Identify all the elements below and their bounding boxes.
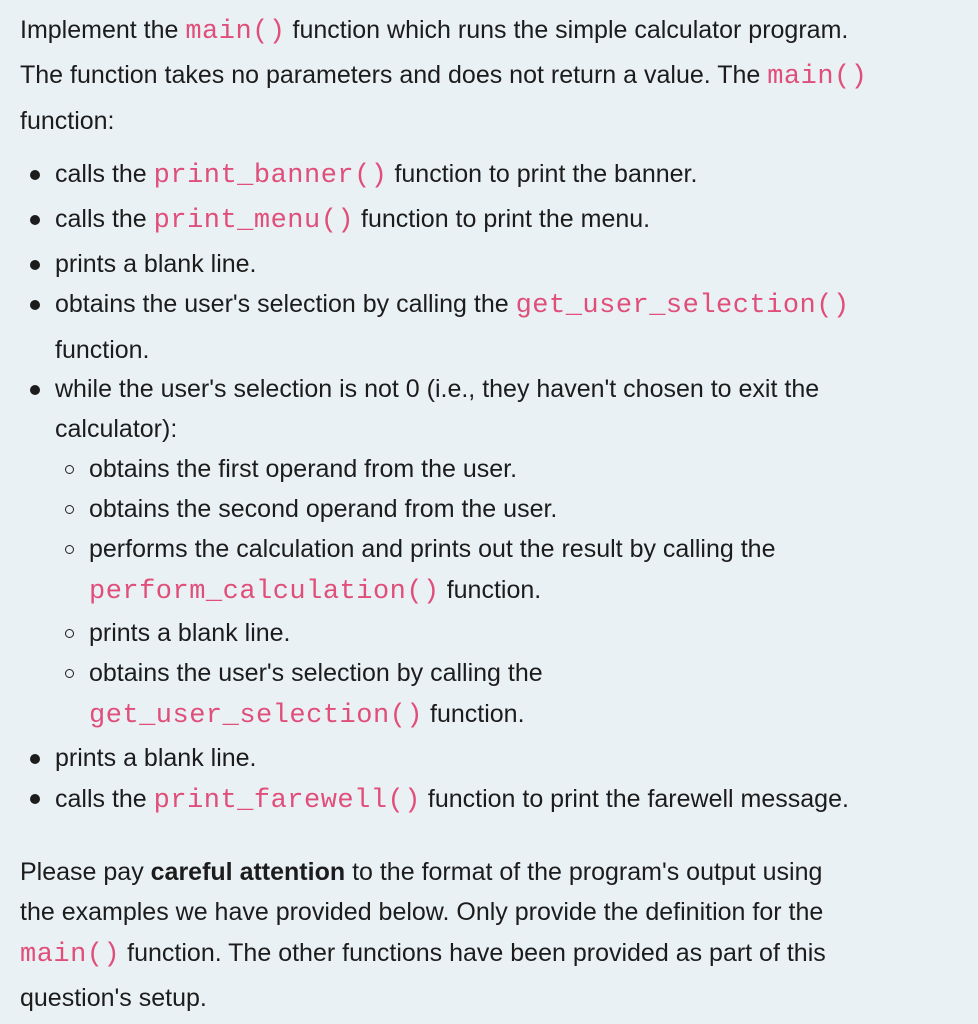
text: function. The other functions have been provided as part of this: [120, 939, 826, 967]
text: function which runs the simple calculator program.: [285, 16, 849, 44]
list-item-blank-line: [55, 249, 257, 279]
sub-bullet-icon: [65, 465, 74, 474]
code-print-menu: print_menu(): [153, 206, 355, 236]
text: obtains the user's selection by calling the: [89, 659, 543, 687]
sub-bullet-icon: [65, 505, 74, 514]
sub-item-blank-line: [89, 618, 291, 648]
text: performs the calculation and prints out the result by calling the: [89, 535, 776, 563]
text: Implement the: [20, 16, 186, 44]
list-item-print-banner: [55, 159, 697, 191]
bullet-icon: [30, 794, 40, 804]
text: obtains the user's selection by calling the: [55, 290, 516, 318]
sub-item-first-operand: [89, 454, 517, 484]
sub-bullet-icon: [65, 669, 74, 678]
bullet-icon: [30, 385, 40, 395]
text: function.: [439, 576, 542, 604]
bullet-icon: [30, 170, 40, 180]
list-item-while-loop: [55, 374, 819, 404]
text: function:: [20, 107, 115, 135]
intro-line-2: [20, 60, 867, 92]
text: question's setup.: [20, 984, 207, 1012]
text: calls the: [55, 785, 154, 813]
text: function.: [55, 336, 150, 364]
code-print-farewell: print_farewell(): [153, 786, 421, 816]
sub-bullet-icon: [65, 629, 74, 638]
list-item-blank-line-2: [55, 743, 257, 773]
list-item-get-selection-cont: [55, 335, 150, 365]
text: function to print the banner.: [387, 160, 698, 188]
text: prints a blank line.: [89, 619, 291, 647]
text: the examples we have provided below. Only provide the definition for the: [20, 898, 824, 926]
text: to the format of the program's output using: [345, 858, 823, 886]
sub-bullet-icon: [65, 545, 74, 554]
note-line-3: [20, 938, 826, 970]
bullet-icon: [30, 215, 40, 225]
list-item-get-selection: [55, 289, 850, 321]
emphasis-text: careful attention: [150, 858, 346, 886]
list-item-print-menu: [55, 204, 650, 236]
text: calculator):: [55, 415, 178, 443]
text: prints a blank line.: [55, 744, 257, 772]
note-line-2: [20, 897, 823, 927]
text: while the user's selection is not 0 (i.e., they haven't chosen to exit the: [55, 375, 820, 403]
bullet-icon: [30, 260, 40, 270]
text: Please pay: [20, 858, 151, 886]
code-main: main(): [767, 62, 868, 92]
code-perform-calculation: perform_calculation(): [89, 577, 440, 607]
text: function to print the menu.: [354, 205, 651, 233]
sub-item-get-selection: [89, 658, 543, 688]
code-main: main(): [185, 17, 286, 47]
text: function to print the farewell message.: [420, 785, 849, 813]
sub-item-get-selection-cont: [89, 699, 525, 731]
text: obtains the first operand from the user.: [89, 455, 518, 483]
bullet-icon: [30, 300, 40, 310]
sub-item-perform-calculation: [89, 534, 776, 564]
text: function.: [423, 700, 525, 728]
sub-item-second-operand: [89, 494, 557, 524]
code-print-banner: print_banner(): [153, 161, 388, 191]
text: obtains the second operand from the user.: [89, 495, 558, 523]
text: calls the: [55, 160, 154, 188]
intro-line-1: [20, 15, 848, 47]
code-get-user-selection: get_user_selection(): [515, 291, 850, 321]
text: The function takes no parameters and does not return a value. The: [20, 61, 768, 89]
note-line-4: [20, 983, 207, 1013]
bullet-icon: [30, 754, 40, 764]
code-main: main(): [20, 940, 121, 970]
list-item-print-farewell: [55, 784, 849, 816]
intro-line-3: [20, 106, 115, 136]
list-item-while-loop-cont: [55, 414, 177, 444]
sub-item-perform-calculation-cont: [89, 575, 541, 607]
text: calls the: [55, 205, 154, 233]
note-line-1: [20, 857, 822, 887]
code-get-user-selection: get_user_selection(): [89, 701, 424, 731]
text: prints a blank line.: [55, 250, 257, 278]
